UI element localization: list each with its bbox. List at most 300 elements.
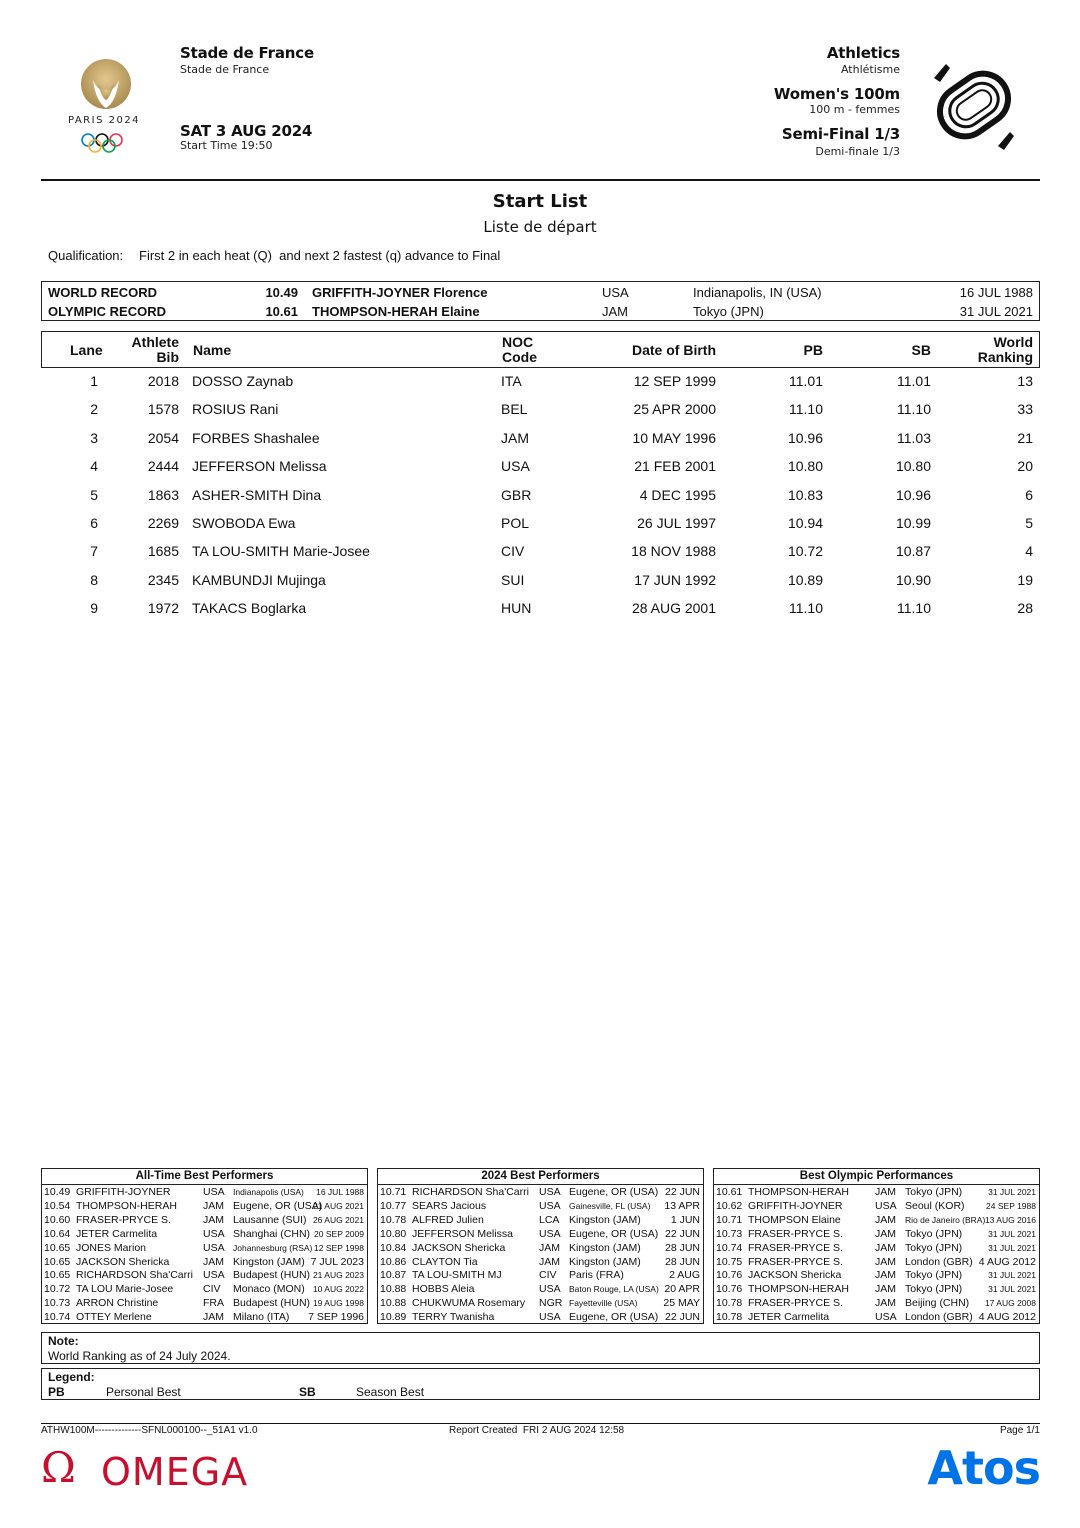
perf-time: 10.62 <box>716 1199 743 1212</box>
perf-noc: USA <box>539 1311 561 1324</box>
noc-cell: SUI <box>501 572 525 588</box>
perf-place: Baton Rouge, LA (USA) <box>569 1284 659 1295</box>
perf-time: 10.89 <box>380 1311 407 1324</box>
list-item <box>42 1255 367 1269</box>
dob-cell: 17 JUN 1992 <box>634 572 716 588</box>
perf-noc: JAM <box>875 1241 896 1254</box>
perf-place: Tokyo (JPN) <box>905 1241 963 1254</box>
document-title: Start List <box>492 191 588 212</box>
legend-pb-code: PB <box>48 1385 65 1399</box>
ranking-cell: 5 <box>1025 515 1033 531</box>
perf-date: 31 JUL 2021 <box>988 1284 1036 1295</box>
legend-pb-text: Personal Best <box>106 1385 181 1399</box>
perf-time: 10.54 <box>44 1199 71 1212</box>
perf-date: 7 SEP 1996 <box>308 1311 364 1324</box>
dob-cell: 21 FEB 2001 <box>634 458 716 474</box>
record-time: 10.49 <box>265 285 298 300</box>
perf-noc: JAM <box>875 1227 896 1240</box>
perf-noc: JAM <box>875 1269 896 1282</box>
lane-cell: 7 <box>90 543 98 559</box>
dob-cell: 12 SEP 1999 <box>633 373 716 389</box>
athlete-name-cell: ASHER-SMITH Dina <box>192 487 322 503</box>
footer-divider <box>41 1423 1040 1424</box>
bib-cell: 1972 <box>147 600 179 616</box>
perf-time: 10.71 <box>716 1213 743 1226</box>
perf-noc: JAM <box>875 1255 896 1268</box>
perf-time: 10.60 <box>44 1213 71 1226</box>
athlete-name-cell: JEFFERSON Melissa <box>192 458 327 474</box>
perf-date: 19 AUG 1998 <box>312 1298 364 1309</box>
col-dob: Date of Birth <box>632 342 716 358</box>
perf-place: Budapest (HUN) <box>233 1297 311 1310</box>
list-item <box>378 1213 703 1227</box>
perf-time: 10.65 <box>44 1269 71 1282</box>
perf-time: 10.73 <box>716 1227 743 1240</box>
perf-noc: FRA <box>203 1297 224 1310</box>
perf-place: Rio de Janeiro (BRA) <box>905 1214 986 1225</box>
perf-place: London (GBR) <box>905 1255 973 1268</box>
event-name: Women's 100m <box>773 85 900 103</box>
perf-name: TA LOU-SMITH MJ <box>412 1269 502 1282</box>
perf-time: 10.88 <box>380 1283 407 1296</box>
perf-date: 28 JUN <box>664 1255 700 1268</box>
perf-place: Kingston (JAM) <box>569 1255 641 1268</box>
perf-time: 10.76 <box>716 1283 743 1296</box>
list-item <box>42 1199 367 1213</box>
records-box <box>41 281 1040 321</box>
list-item <box>714 1213 1039 1227</box>
bib-cell: 2444 <box>147 458 179 474</box>
sb-cell: 11.10 <box>897 600 931 616</box>
perf-date: 31 JUL 2021 <box>988 1242 1036 1253</box>
bib-cell: 1578 <box>147 401 179 417</box>
all-time-best-title: All-Time Best Performers <box>42 1169 367 1185</box>
perf-name: RICHARDSON Sha'Carri <box>76 1269 193 1282</box>
perf-name: HOBBS Aleia <box>412 1283 475 1296</box>
lane-cell: 6 <box>90 515 98 531</box>
athlete-name-cell: FORBES Shashalee <box>192 430 320 446</box>
list-item <box>42 1296 367 1310</box>
noc-cell: CIV <box>501 543 525 559</box>
bib-cell: 2345 <box>147 572 179 588</box>
perf-date: 21 AUG 2023 <box>312 1270 364 1281</box>
col-noc-line2: Code <box>502 349 537 365</box>
bib-cell: 2054 <box>147 430 179 446</box>
perf-place: Tokyo (JPN) <box>905 1227 963 1240</box>
perf-date: 22 JUN <box>664 1186 700 1198</box>
report-created: Report Created FRI 2 AUG 2024 12:58 <box>449 1425 625 1436</box>
perf-date: 31 JUL 2021 <box>988 1270 1036 1281</box>
ranking-cell: 6 <box>1025 487 1033 503</box>
noc-cell: JAM <box>501 430 529 446</box>
col-noc-line1: NOC <box>502 334 534 350</box>
perf-place: Eugene, OR (USA) <box>569 1311 659 1324</box>
perf-time: 10.80 <box>380 1227 407 1240</box>
perf-name: FRASER-PRYCE S. <box>748 1241 843 1254</box>
sport-sub: Athlétisme <box>840 63 900 76</box>
perf-place: Kingston (JAM) <box>569 1241 641 1254</box>
venue-name: Stade de France <box>180 44 314 62</box>
sb-cell: 10.87 <box>895 543 931 559</box>
list-item <box>42 1213 367 1227</box>
col-bib-line1: Athlete <box>131 334 179 350</box>
season-best-title: 2024 Best Performers <box>378 1169 703 1185</box>
perf-date: 31 JUL 2021 <box>988 1187 1036 1197</box>
pb-cell: 11.10 <box>789 600 823 616</box>
list-item <box>714 1241 1039 1255</box>
perf-place: Seoul (KOR) <box>905 1199 965 1212</box>
record-type: WORLD RECORD <box>48 285 158 300</box>
col-bib-line2: Bib <box>156 349 179 365</box>
perf-date: 20 APR <box>664 1283 700 1296</box>
perf-time: 10.74 <box>44 1311 71 1324</box>
col-ranking-line1: World <box>993 334 1033 350</box>
perf-place: London (GBR) <box>905 1311 973 1324</box>
perf-date: 26 AUG 2021 <box>312 1214 364 1225</box>
perf-noc: JAM <box>875 1297 896 1310</box>
perf-time: 10.64 <box>44 1227 71 1240</box>
perf-date: 22 JUN <box>664 1311 700 1324</box>
bib-cell: 1863 <box>147 487 179 503</box>
sport-name: Athletics <box>826 44 900 62</box>
round-sub: Demi-finale 1/3 <box>815 145 900 158</box>
sb-cell: 10.99 <box>895 515 931 531</box>
sb-cell: 10.96 <box>895 487 931 503</box>
perf-place: Budapest (HUN) <box>233 1269 311 1282</box>
perf-place: Paris (FRA) <box>569 1269 624 1282</box>
perf-noc: NGR <box>539 1297 563 1310</box>
list-item <box>42 1227 367 1241</box>
record-holder: GRIFFITH-JOYNER Florence <box>312 285 488 300</box>
perf-date: 25 MAY <box>663 1297 700 1310</box>
perf-name: CLAYTON Tia <box>412 1255 478 1268</box>
lane-cell: 4 <box>90 458 98 474</box>
perf-name: JACKSON Shericka <box>412 1241 506 1254</box>
perf-time: 10.86 <box>380 1255 407 1268</box>
perf-noc: JAM <box>539 1241 560 1254</box>
ranking-cell: 20 <box>1017 458 1033 474</box>
lane-cell: 1 <box>90 373 98 389</box>
list-item <box>42 1268 367 1282</box>
perf-place: Beijing (CHN) <box>905 1297 970 1310</box>
all-time-best-table <box>41 1168 368 1324</box>
athlete-name-cell: KAMBUNDJI Mujinga <box>192 572 326 588</box>
note-box <box>41 1332 1040 1364</box>
perf-date: 13 AUG 2016 <box>984 1214 1036 1225</box>
perf-time: 10.61 <box>716 1186 743 1198</box>
ranking-cell: 13 <box>1017 373 1033 389</box>
bib-cell: 2269 <box>147 515 179 531</box>
perf-date: 21 AUG 2021 <box>312 1200 364 1211</box>
perf-place: Eugene, OR (USA) <box>233 1199 323 1212</box>
noc-cell: USA <box>501 458 530 474</box>
perf-name: RICHARDSON Sha'Carri <box>412 1186 529 1198</box>
perf-time: 10.65 <box>44 1241 71 1254</box>
perf-date: 4 AUG 2012 <box>978 1255 1036 1268</box>
list-item <box>378 1268 703 1282</box>
perf-noc: USA <box>539 1186 561 1198</box>
pb-cell: 10.89 <box>787 572 823 588</box>
perf-place: Tokyo (JPN) <box>905 1186 963 1198</box>
list-item <box>714 1255 1039 1269</box>
perf-place: Kingston (JAM) <box>569 1213 641 1226</box>
perf-noc: USA <box>203 1227 225 1240</box>
perf-name: TA LOU Marie-Josee <box>76 1283 174 1296</box>
athlete-name-cell: TA LOU-SMITH Marie-Josee <box>192 543 370 559</box>
perf-noc: USA <box>203 1186 225 1198</box>
legend-box <box>41 1368 1040 1400</box>
perf-name: SEARS Jacious <box>412 1199 487 1212</box>
lane-cell: 9 <box>90 600 98 616</box>
sb-cell: 11.10 <box>897 401 931 417</box>
perf-name: FRASER-PRYCE S. <box>748 1297 843 1310</box>
perf-name: JACKSON Shericka <box>76 1255 170 1268</box>
perf-noc: JAM <box>539 1255 560 1268</box>
sb-cell: 10.80 <box>895 458 931 474</box>
perf-time: 10.73 <box>44 1297 71 1310</box>
perf-time: 10.78 <box>380 1213 407 1226</box>
perf-name: JONES Marion <box>76 1241 147 1254</box>
perf-name: JEFFERSON Melissa <box>412 1227 513 1240</box>
perf-time: 10.78 <box>716 1311 743 1324</box>
perf-noc: USA <box>203 1241 225 1254</box>
perf-noc: USA <box>539 1199 561 1212</box>
perf-date: 1 JUN <box>670 1213 700 1226</box>
dob-cell: 10 MAY 1996 <box>632 430 716 446</box>
perf-name: THOMPSON Elaine <box>748 1213 841 1226</box>
omega-symbol-icon: Ω <box>41 1443 76 1492</box>
list-item <box>714 1185 1039 1199</box>
record-place: Tokyo (JPN) <box>693 304 764 319</box>
ranking-cell: 19 <box>1017 572 1033 588</box>
perf-name: TERRY Twanisha <box>412 1311 495 1324</box>
perf-noc: CIV <box>203 1283 221 1296</box>
round-name: Semi-Final 1/3 <box>781 125 900 143</box>
perf-noc: CIV <box>539 1269 557 1282</box>
list-item <box>378 1282 703 1296</box>
legend-label: Legend: <box>48 1370 95 1384</box>
perf-name: CHUKWUMA Rosemary <box>412 1297 526 1310</box>
list-item <box>42 1310 367 1324</box>
perf-place: Lausanne (SUI) <box>233 1213 307 1226</box>
perf-time: 10.87 <box>380 1269 407 1282</box>
perf-name: JETER Carmelita <box>748 1311 830 1324</box>
perf-place: Eugene, OR (USA) <box>569 1227 659 1240</box>
perf-time: 10.71 <box>380 1186 407 1198</box>
perf-time: 10.78 <box>716 1297 743 1310</box>
perf-place: Tokyo (JPN) <box>905 1269 963 1282</box>
start-list-header <box>41 331 1040 368</box>
ranking-cell: 4 <box>1025 543 1033 559</box>
noc-cell: ITA <box>501 373 522 389</box>
list-item <box>714 1296 1039 1310</box>
perf-date: 24 SEP 1988 <box>986 1200 1036 1211</box>
legend-sb-text: Season Best <box>356 1385 425 1399</box>
list-item <box>378 1241 703 1255</box>
start-time: Start Time 19:50 <box>180 139 273 152</box>
document-code: ATHW100M--------------SFNL000100--_51A1 v1.0 <box>41 1425 258 1436</box>
perf-time: 10.76 <box>716 1269 743 1282</box>
ranking-cell: 33 <box>1017 401 1033 417</box>
record-holder: THOMPSON-HERAH Elaine <box>312 304 480 319</box>
dob-cell: 4 DEC 1995 <box>639 487 716 503</box>
list-item <box>42 1282 367 1296</box>
list-item <box>714 1310 1039 1324</box>
pb-cell: 10.80 <box>787 458 823 474</box>
perf-date: 28 JUN <box>664 1241 700 1254</box>
perf-noc: JAM <box>203 1255 224 1268</box>
col-pb: PB <box>803 342 823 358</box>
pb-cell: 11.10 <box>789 401 823 417</box>
perf-noc: USA <box>203 1269 225 1282</box>
perf-time: 10.84 <box>380 1241 407 1254</box>
perf-noc: USA <box>539 1283 561 1296</box>
season-best-table <box>377 1168 704 1324</box>
perf-place: Milano (ITA) <box>233 1311 290 1324</box>
perf-time: 10.88 <box>380 1297 407 1310</box>
perf-place: Johannesburg (RSA) <box>233 1242 313 1253</box>
pb-cell: 10.94 <box>787 515 823 531</box>
record-place: Indianapolis, IN (USA) <box>693 285 822 300</box>
perf-date: 31 JUL 2021 <box>988 1228 1036 1239</box>
perf-noc: LCA <box>539 1213 560 1226</box>
list-item <box>378 1185 703 1199</box>
list-item <box>378 1255 703 1269</box>
perf-place: Fayetteville (USA) <box>569 1298 638 1309</box>
perf-date: 17 AUG 2008 <box>984 1298 1036 1309</box>
note-text: World Ranking as of 24 July 2024. <box>48 1349 231 1363</box>
perf-time: 10.74 <box>716 1241 743 1254</box>
list-item <box>378 1310 703 1324</box>
perf-name: ARRON Christine <box>76 1297 159 1310</box>
perf-noc: JAM <box>203 1311 224 1324</box>
noc-cell: HUN <box>501 600 532 616</box>
sb-cell: 10.90 <box>895 572 931 588</box>
dob-cell: 28 AUG 2001 <box>631 600 716 616</box>
perf-place: Gainesville, FL (USA) <box>569 1200 651 1211</box>
dob-cell: 26 JUL 1997 <box>637 515 716 531</box>
event-sub: 100 m - femmes <box>809 103 900 116</box>
perf-noc: USA <box>539 1227 561 1240</box>
perf-place: Eugene, OR (USA) <box>569 1186 659 1198</box>
paris-2024-logo <box>58 50 150 160</box>
noc-cell: GBR <box>501 487 532 503</box>
venue-sub: Stade de France <box>180 63 270 76</box>
perf-time: 10.49 <box>44 1186 71 1198</box>
pb-cell: 10.83 <box>787 487 823 503</box>
sb-cell: 11.03 <box>897 430 931 446</box>
list-item <box>42 1241 367 1255</box>
perf-name: THOMPSON-HERAH <box>76 1199 177 1212</box>
olympic-best-title: Best Olympic Performances <box>714 1169 1039 1185</box>
perf-noc: JAM <box>875 1283 896 1296</box>
perf-noc: JAM <box>203 1199 224 1212</box>
list-item <box>714 1227 1039 1241</box>
perf-time: 10.65 <box>44 1255 71 1268</box>
record-date: 31 JUL 2021 <box>959 304 1033 319</box>
perf-time: 10.77 <box>380 1199 407 1212</box>
lane-cell: 2 <box>90 401 98 417</box>
omega-wordmark: OMEGA <box>101 1450 249 1494</box>
list-item <box>714 1199 1039 1213</box>
sb-cell: 11.01 <box>897 373 931 389</box>
perf-noc: USA <box>875 1199 897 1212</box>
ranking-cell: 21 <box>1017 430 1033 446</box>
olympic-best-table <box>713 1168 1040 1324</box>
list-item <box>378 1296 703 1310</box>
athlete-name-cell: DOSSO Zaynab <box>192 373 294 389</box>
perf-date: 13 APR <box>664 1199 700 1212</box>
perf-date: 20 SEP 2009 <box>314 1228 364 1239</box>
perf-name: FRASER-PRYCE S. <box>748 1227 843 1240</box>
list-item <box>378 1199 703 1213</box>
perf-noc: JAM <box>875 1186 896 1198</box>
note-label: Note: <box>48 1334 79 1348</box>
perf-noc: JAM <box>203 1213 224 1226</box>
col-lane: Lane <box>70 342 103 358</box>
athlete-name-cell: ROSIUS Rani <box>192 401 279 417</box>
perf-place: Kingston (JAM) <box>233 1255 305 1268</box>
record-noc: USA <box>602 285 629 300</box>
perf-place: Shanghai (CHN) <box>233 1227 311 1240</box>
lane-cell: 8 <box>90 572 98 588</box>
perf-place: Indianapolis (USA) <box>233 1187 304 1197</box>
noc-cell: BEL <box>501 401 528 417</box>
perf-name: OTTEY Merlene <box>76 1311 152 1324</box>
legend-sb-code: SB <box>299 1385 316 1399</box>
col-sb: SB <box>911 342 931 358</box>
col-name: Name <box>193 342 232 358</box>
perf-time: 10.72 <box>44 1283 71 1296</box>
athlete-name-cell: TAKACS Boglarka <box>192 600 307 616</box>
perf-date: 7 JUL 2023 <box>310 1255 364 1268</box>
perf-name: FRASER-PRYCE S. <box>76 1213 171 1226</box>
lane-cell: 3 <box>90 430 98 446</box>
pb-cell: 10.96 <box>787 430 823 446</box>
noc-cell: POL <box>501 515 530 531</box>
perf-name: GRIFFITH-JOYNER <box>748 1199 843 1212</box>
athletics-pictogram-icon <box>924 58 1024 152</box>
perf-date: 2 AUG <box>669 1269 700 1282</box>
athlete-name-cell: SWOBODA Ewa <box>192 515 296 531</box>
list-item <box>42 1185 367 1199</box>
record-date: 16 JUL 1988 <box>959 285 1033 300</box>
list-item <box>378 1227 703 1241</box>
record-noc: JAM <box>602 304 628 319</box>
perf-date: 10 AUG 2022 <box>312 1284 364 1295</box>
dob-cell: 25 APR 2000 <box>633 401 716 417</box>
perf-place: Monaco (MON) <box>233 1283 305 1296</box>
perf-name: JETER Carmelita <box>76 1227 158 1240</box>
record-time: 10.61 <box>265 304 298 319</box>
perf-name: THOMPSON-HERAH <box>748 1283 849 1296</box>
list-item <box>714 1282 1039 1296</box>
ranking-cell: 28 <box>1017 600 1033 616</box>
qualification-label: Qualification: <box>48 248 124 263</box>
perf-name: GRIFFITH-JOYNER <box>76 1186 171 1198</box>
paris-2024-emblem-icon <box>58 50 150 160</box>
logo-text: PARIS 2024 <box>67 115 141 126</box>
lane-cell: 5 <box>90 487 98 503</box>
bib-cell: 2018 <box>147 373 179 389</box>
header-divider <box>41 179 1040 181</box>
pb-cell: 10.72 <box>787 543 823 559</box>
perf-noc: USA <box>875 1311 897 1324</box>
record-type: OLYMPIC RECORD <box>48 304 166 319</box>
perf-name: ALFRED Julien <box>412 1213 484 1226</box>
page-number: Page 1/1 <box>999 1425 1040 1436</box>
perf-name: FRASER-PRYCE S. <box>748 1255 843 1268</box>
